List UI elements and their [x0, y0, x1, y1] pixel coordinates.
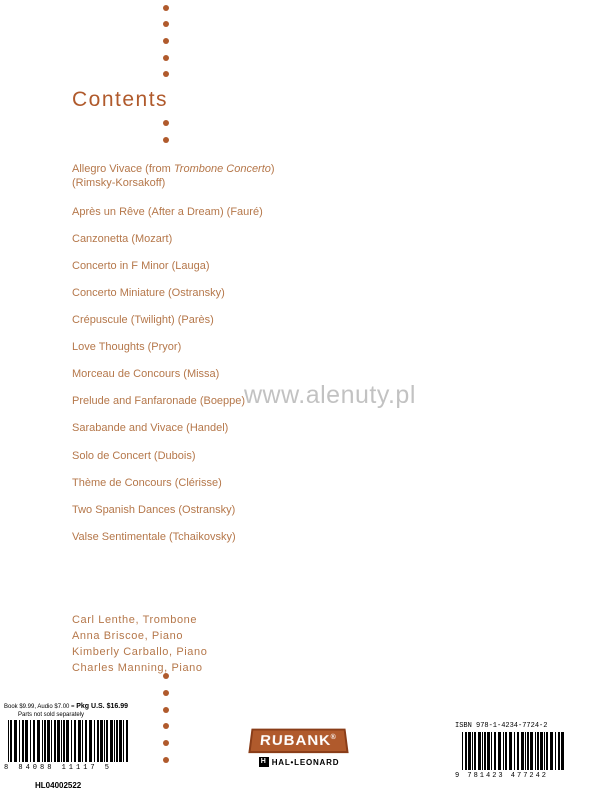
publisher-logos [231, 728, 367, 767]
contents-item-italic: Trombone Concerto [173, 163, 271, 175]
page-title: Contents [72, 88, 169, 111]
barcode-stripe [61, 720, 62, 762]
dot [163, 740, 169, 746]
barcode-stripe [561, 732, 564, 770]
barcode-stripe [114, 720, 115, 762]
contents-item: Love Thoughts (Pryor) [72, 341, 182, 353]
barcode-stripe [527, 732, 529, 770]
contents-item: Canzonetta (Mozart) [72, 233, 173, 245]
hal-leonard-icon: H [259, 757, 269, 767]
contents-item-text: ) [270, 163, 275, 175]
barcode-stripe [558, 732, 560, 770]
contents-item: Thème de Concours (Clérisse) [72, 477, 222, 489]
barcode-stripe [100, 720, 103, 762]
dot [163, 5, 169, 11]
barcode-stripe [71, 720, 72, 762]
isbn-digits: 9 781423 477242 [455, 772, 549, 780]
dot [163, 723, 169, 729]
barcode-stripe [85, 720, 87, 762]
barcode-stripe [22, 720, 24, 762]
dot [163, 707, 169, 713]
isbn-barcode [462, 732, 566, 770]
package-price: Pkg U.S. $16.99 [76, 703, 128, 710]
credit-line: Charles Manning, Piano [72, 662, 203, 674]
contents-item-text: Allegro Vivace (from [72, 163, 174, 175]
barcode-stripe [116, 720, 118, 762]
barcode-stripe [465, 732, 467, 770]
barcode-stripe [498, 732, 501, 770]
barcode-stripe [10, 720, 12, 762]
barcode-stripe [63, 720, 65, 762]
barcode-stripe [544, 732, 545, 770]
barcode-stripe [30, 720, 31, 762]
barcode-stripe [104, 720, 105, 762]
barcode-stripe [468, 732, 471, 770]
barcode-stripe [537, 732, 539, 770]
item-code: HL04002522 [35, 781, 82, 790]
barcode-stripe [57, 720, 60, 762]
contents-item: Prelude and Fanfaronade (Boeppe) [72, 395, 246, 407]
barcode-stripe [47, 720, 50, 762]
credit-line: Carl Lenthe, Trombone [72, 614, 198, 626]
barcode-stripe [514, 732, 515, 770]
barcode-stripe [503, 732, 504, 770]
barcode-stripe [37, 720, 40, 762]
barcode-stripe [78, 720, 81, 762]
barcode-stripe [505, 732, 507, 770]
contents-item-composer: (Rimsky-Korsakoff) [72, 177, 166, 189]
hal-leonard-logo [231, 757, 367, 767]
barcode-stripe [74, 720, 76, 762]
barcode-stripe [106, 720, 108, 762]
upc-barcode [8, 720, 130, 762]
credit-line: Kimberly Carballo, Piano [72, 646, 208, 658]
barcode-stripe [14, 720, 17, 762]
barcode-stripe [97, 720, 99, 762]
barcode-stripe [126, 720, 128, 762]
barcode-stripe [89, 720, 92, 762]
contents-item: Solo de Concert (Dubois) [72, 450, 196, 462]
barcode-stripe [44, 720, 46, 762]
barcode-stripe [525, 732, 526, 770]
contents-item: Two Spanish Dances (Ostransky) [72, 504, 236, 516]
upc-digits: 8 84088 11117 5 [4, 764, 113, 772]
barcode-stripe [94, 720, 95, 762]
price-note: Parts not sold separately [18, 712, 85, 718]
dot [163, 55, 169, 61]
rubank-logo [249, 729, 349, 753]
barcode-stripe [110, 720, 113, 762]
barcode-stripe [123, 720, 124, 762]
barcode-stripe [51, 720, 52, 762]
contents-item: Morceau de Concours (Missa) [72, 368, 220, 380]
barcode-stripe [555, 732, 556, 770]
barcode-stripe [474, 732, 476, 770]
contents-item [72, 162, 275, 190]
barcode-stripe [119, 720, 122, 762]
dot [163, 21, 169, 27]
barcode-stripe [535, 732, 536, 770]
barcode-stripe [550, 732, 553, 770]
price-box [4, 703, 144, 719]
barcode-stripe [509, 732, 512, 770]
barcode-stripe [487, 732, 490, 770]
barcode-stripe [82, 720, 83, 762]
contents-item: Sarabande and Vivace (Handel) [72, 422, 229, 434]
barcode-stripe [54, 720, 56, 762]
barcode-stripe [472, 732, 473, 770]
contents-item: Crépuscule (Twilight) (Parès) [72, 314, 214, 326]
dot [163, 38, 169, 44]
barcode-stripe [66, 720, 69, 762]
barcode-stripe [540, 732, 543, 770]
contents-item: Concerto in F Minor (Lauga) [72, 260, 210, 272]
barcode-stripe [521, 732, 524, 770]
dot [163, 120, 169, 126]
dot [163, 757, 169, 763]
barcode-stripe [25, 720, 28, 762]
barcode-stripe [517, 732, 519, 770]
barcode-stripe [462, 732, 463, 770]
barcode-stripe [494, 732, 496, 770]
credit-line: Anna Briscoe, Piano [72, 630, 184, 642]
registered-mark: ® [330, 734, 338, 741]
barcode-stripe [530, 732, 533, 770]
barcode-stripe [546, 732, 548, 770]
barcode-stripe [478, 732, 481, 770]
rubank-text: RUBANK [259, 732, 333, 750]
contents-item: Concerto Miniature (Ostransky) [72, 287, 225, 299]
isbn-label: ISBN 978-1-4234-7724-2 [455, 722, 548, 730]
watermark: www.alenuty.pl [244, 381, 416, 409]
barcode-stripe [491, 732, 492, 770]
barcode-stripe [19, 720, 20, 762]
dot [163, 137, 169, 143]
price-components: Book $9.99, Audio $7.00 = [4, 704, 77, 710]
contents-item: Après un Rêve (After a Dream) (Fauré) [72, 206, 263, 218]
contents-item: Valse Sentimentale (Tchaikovsky) [72, 531, 236, 543]
hal-leonard-text: HAL•LEONARD [271, 757, 340, 767]
barcode-stripe [484, 732, 486, 770]
barcode-stripe [42, 720, 43, 762]
barcode-stripe [33, 720, 35, 762]
price-line [4, 703, 144, 711]
barcode-stripe [482, 732, 483, 770]
barcode-stripe [8, 720, 9, 762]
dot [163, 71, 169, 77]
dot [163, 690, 169, 696]
